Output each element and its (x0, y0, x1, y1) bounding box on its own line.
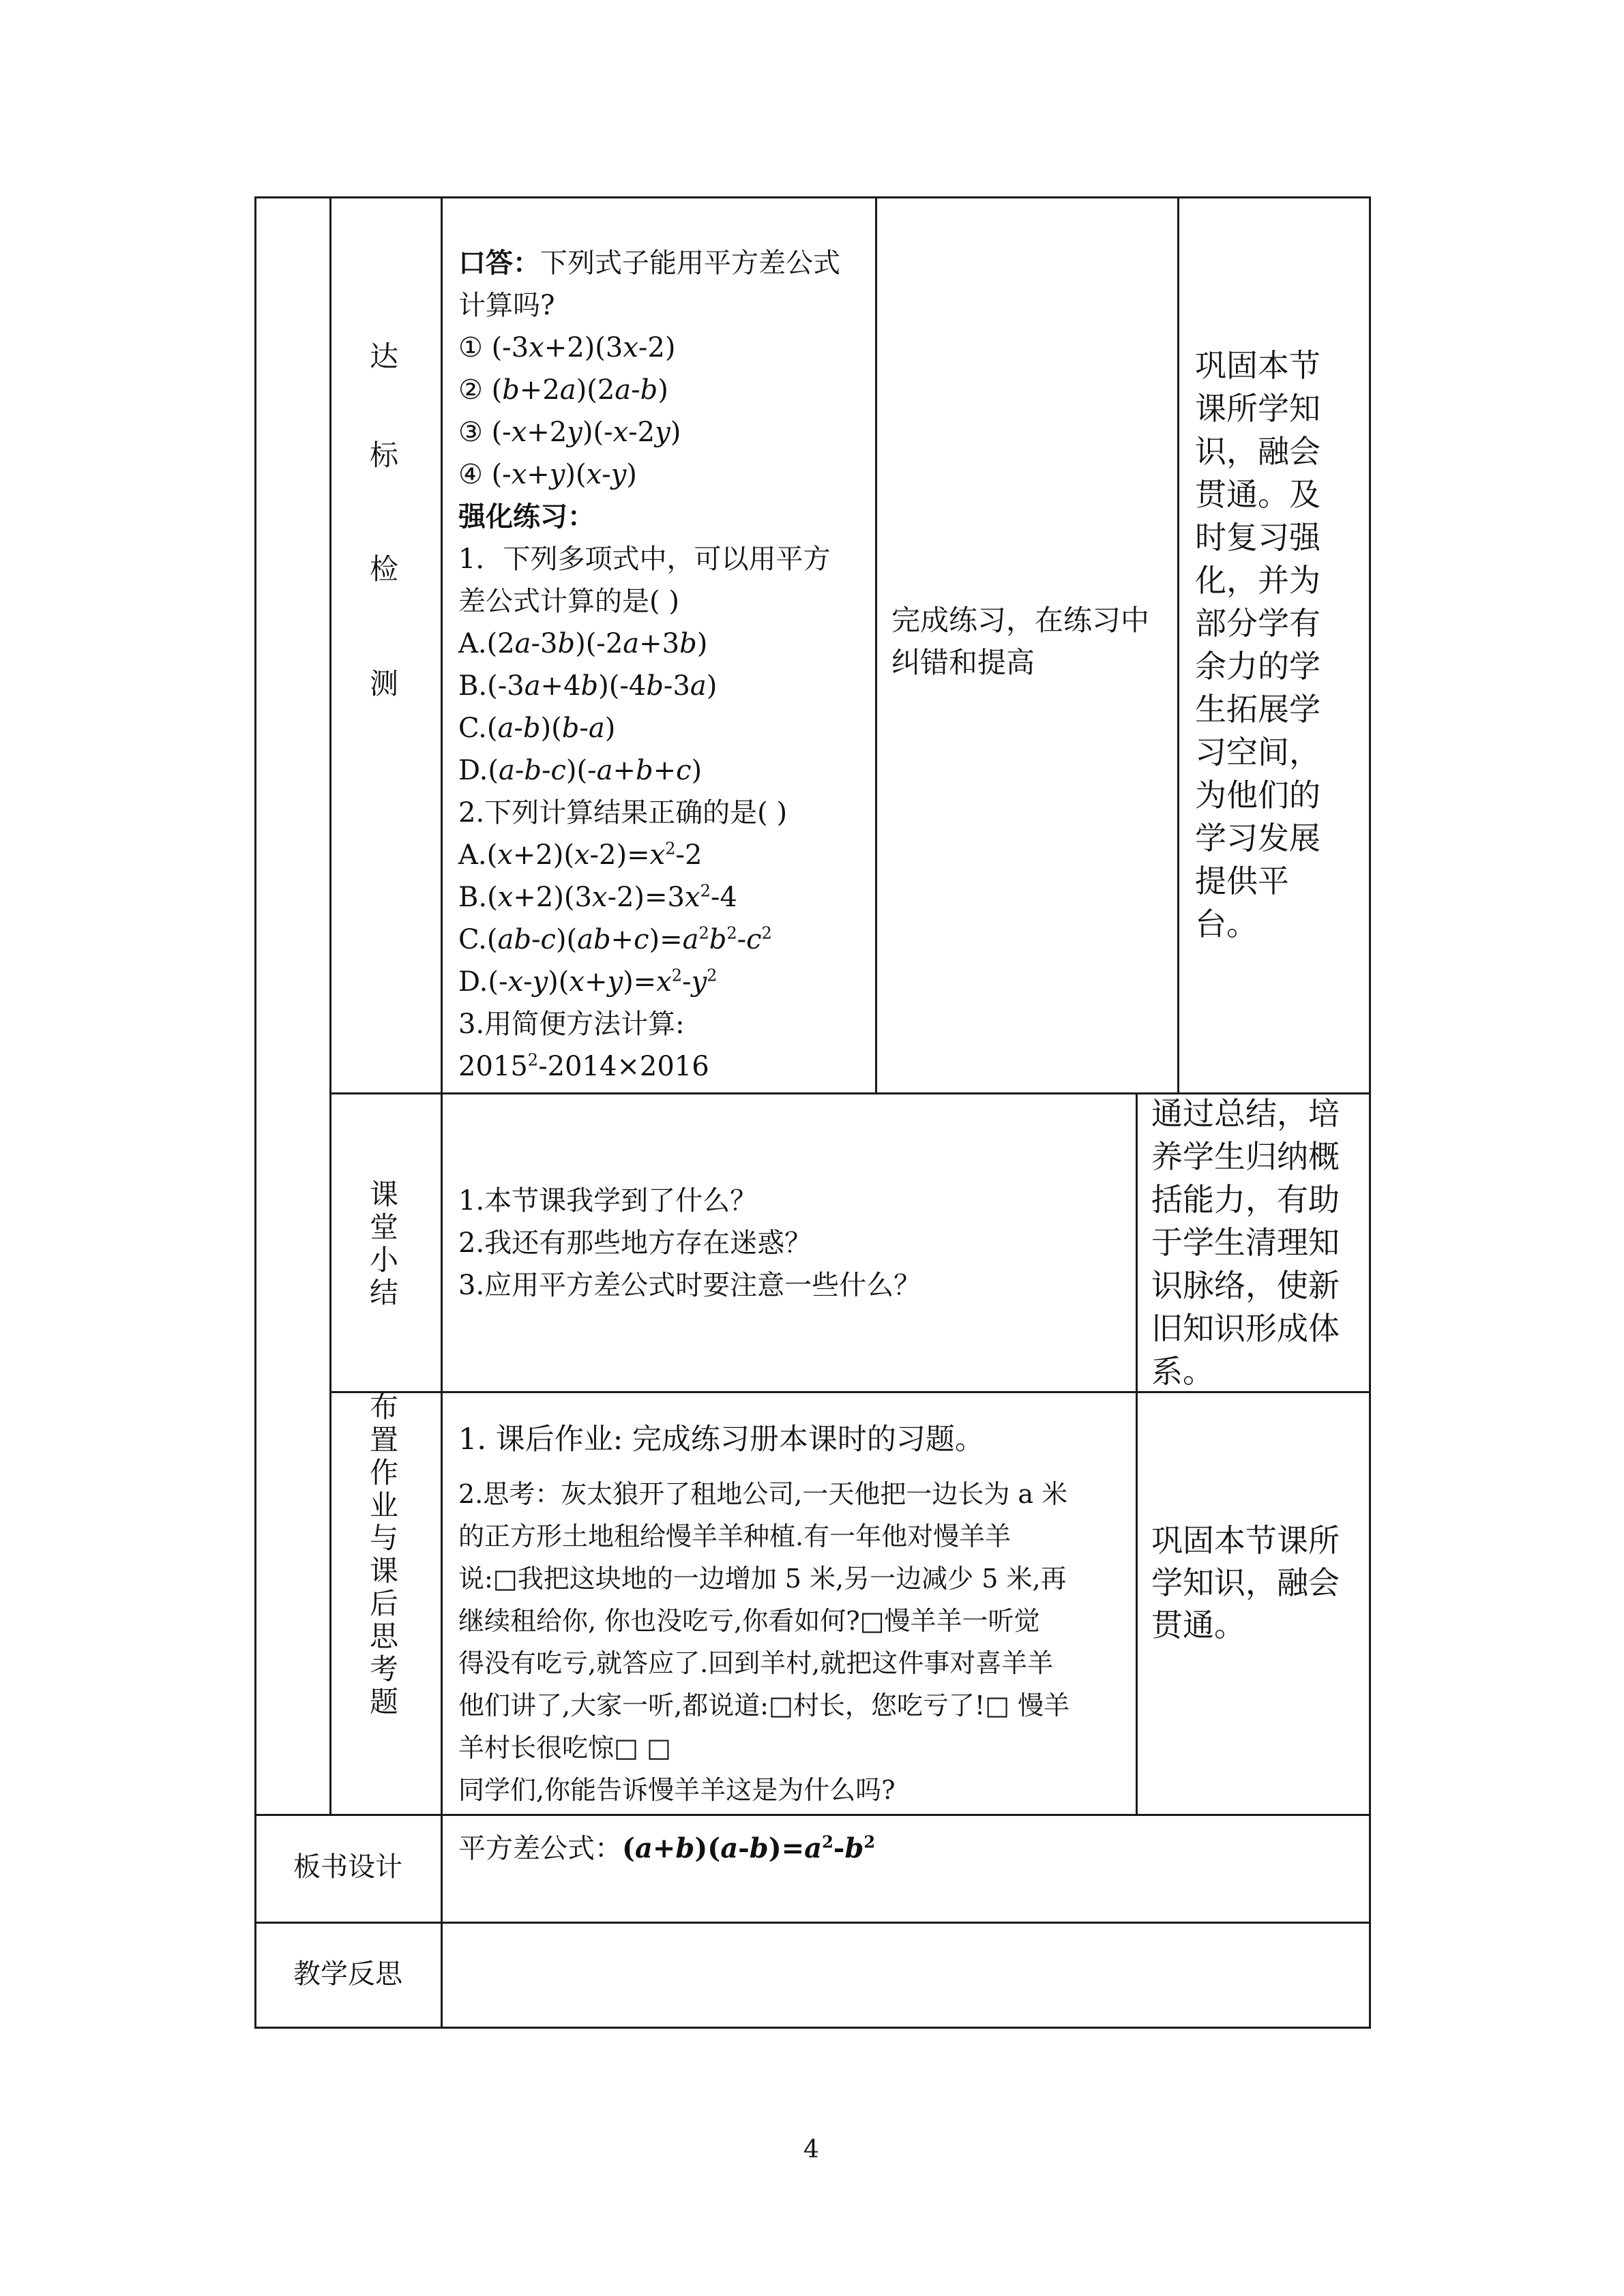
text-fragment: a (514, 628, 531, 659)
text-fragment: ) (706, 670, 718, 702)
text-fragment: b (557, 628, 576, 659)
text-fragment: ③ (- (458, 417, 512, 448)
text-fragment: )( (555, 924, 578, 955)
text-fragment: )(- (582, 417, 613, 448)
text-fragment: c (540, 924, 556, 955)
text-fragment: y (567, 417, 582, 448)
intent-line: 巩固本节 (1195, 347, 1320, 384)
text-fragment: +3 (639, 628, 680, 659)
text-fragment: - (579, 713, 589, 744)
xiaojie-title-char: 课 (369, 1178, 398, 1211)
text-fragment: b (709, 924, 727, 955)
text-fragment: ) (604, 713, 616, 744)
text-fragment: b (635, 755, 653, 786)
intent-line: 习空间， (1195, 734, 1320, 771)
exercise-line (458, 284, 555, 327)
xiaojie-title (367, 1178, 401, 1309)
text-fragment: 2 (761, 923, 772, 943)
think-line: 他们讲了,大家一听,都说道:□村长，您吃亏了!□ 慢羊 (458, 1690, 1070, 1720)
col-divider-outer (329, 196, 331, 1815)
text-fragment: +2 (527, 417, 567, 448)
text-fragment: x (497, 839, 513, 871)
text-fragment: y (610, 459, 627, 490)
text-fragment: D.(- (458, 966, 508, 998)
col-divider-title (441, 196, 443, 2029)
text-fragment: ( (622, 1832, 635, 1864)
text-fragment: 2 (707, 966, 718, 985)
text-fragment: B.(-3 (458, 670, 525, 702)
homework-line: 1. 课后作业: 完成练习册本课时的习题。 (458, 1422, 984, 1457)
exercise-line (458, 369, 668, 411)
intent-line: 学习发展 (1195, 820, 1320, 856)
text-fragment: -4 (710, 882, 737, 913)
think-line: 同学们,你能告诉慢羊羊这是为什么吗? (458, 1775, 896, 1805)
xiaojie-title-char: 结 (369, 1276, 398, 1309)
text-fragment: a (596, 755, 613, 786)
exercise-line (458, 327, 675, 369)
text-fragment: A.(2 (458, 628, 515, 659)
text-fragment: x (685, 882, 700, 913)
exercise-line (458, 665, 717, 707)
text-fragment: B.( (458, 882, 498, 913)
xiaojie-title-char: 小 (369, 1243, 398, 1277)
text-fragment: b (522, 713, 541, 744)
summary-question: 1.本节课我学到了什么？ (458, 1185, 758, 1217)
summary-question: 2.我还有那些地方存在迷惑？ (458, 1227, 812, 1259)
xiaojie-title-char: 堂 (369, 1210, 398, 1244)
text-fragment: )( (540, 713, 562, 744)
text-fragment: x (656, 966, 672, 998)
text-fragment: a (804, 1832, 823, 1864)
activity-line: 完成练习，在练习中 (891, 603, 1150, 637)
text-fragment: a (634, 1832, 653, 1864)
text-fragment: ab (577, 924, 611, 955)
text-fragment: a (498, 755, 515, 786)
text-fragment: ) (658, 374, 668, 406)
text-fragment: ) (691, 755, 703, 786)
text-fragment: - (514, 755, 525, 786)
text-fragment: 2 (726, 923, 737, 943)
table-border-top (254, 196, 1370, 198)
intent-line: 余力的学 (1195, 648, 1320, 685)
text-fragment: +2)( (512, 839, 574, 871)
text-fragment: a (497, 713, 514, 744)
intent-line: 台。 (1195, 906, 1258, 942)
text-fragment: x (591, 882, 608, 913)
think-line: 继续租给你, 你也没吃亏,你看如何?□慢羊羊一听觉 (458, 1606, 1040, 1636)
table-border-bottom (254, 2027, 1370, 2029)
table-border-right (1369, 196, 1371, 2029)
text-fragment: C.( (458, 924, 498, 955)
text-fragment: 3.用简便方法计算: (458, 1009, 685, 1040)
zuoye-title-char: 思 (369, 1620, 398, 1653)
intent-line: 贯通。 (1151, 1607, 1245, 1643)
zuoye-title (367, 1391, 401, 1718)
text-fragment: b (675, 1832, 695, 1864)
zuoye-title-char: 作 (369, 1456, 398, 1489)
text-fragment: b (679, 628, 697, 659)
text-fragment: -2014×2016 (538, 1051, 709, 1082)
exercise-line (458, 453, 637, 496)
zuoye-title-char: 课 (369, 1554, 398, 1587)
intent-line: 识脉络，使新 (1151, 1267, 1340, 1304)
intent-line: 系。 (1151, 1353, 1214, 1390)
text-fragment: 2 (671, 966, 683, 985)
text-fragment: 2015 (458, 1051, 528, 1082)
intent-line: 通过总结，培 (1151, 1095, 1340, 1132)
exercise-line (458, 792, 787, 834)
text-fragment: -3 (663, 670, 690, 702)
exercise-line (458, 749, 702, 792)
text-fragment: y (655, 417, 670, 448)
col-divider-activity (875, 196, 877, 1094)
exercise-line (458, 242, 840, 284)
intent-line: 学知识，融会 (1151, 1564, 1340, 1601)
dabiao-title-char: 达 (369, 340, 398, 373)
think-line: 羊村长很吃惊□ □ (458, 1733, 671, 1763)
text-fragment: )(- (565, 755, 597, 786)
text-fragment: ) (626, 459, 637, 490)
text-fragment: b (561, 713, 580, 744)
text-fragment: )( (694, 1832, 721, 1864)
zuoye-title-char: 考 (369, 1652, 398, 1686)
text-fragment: -3 (531, 628, 558, 659)
text-fragment: - (631, 374, 640, 406)
think-line: 2.思考：灰太狼开了租地公司,一天他把一边长为 a 米 (458, 1479, 1068, 1509)
text-fragment: + (653, 755, 677, 786)
summary-question: 3.应用平方差公式时要注意一些什么？ (458, 1270, 921, 1301)
exercise-line (458, 961, 717, 1003)
text-fragment: 2 (527, 1050, 539, 1070)
intent-line: 旧知识形成体 (1151, 1310, 1340, 1347)
activity-line: 纠错和提高 (891, 646, 1035, 679)
intent-line: 巩固本节课所 (1151, 1522, 1340, 1559)
text-fragment: x (623, 332, 638, 363)
text-fragment: )= (768, 1832, 805, 1864)
text-fragment: -2 (675, 839, 703, 871)
text-fragment: c (634, 924, 649, 955)
row-divider-banshu-fansi (254, 1922, 1370, 1924)
text-fragment: - (738, 1832, 750, 1864)
text-fragment: ④ (- (458, 459, 512, 490)
text-fragment: )= (649, 924, 683, 955)
text-fragment: b (646, 670, 664, 702)
text-fragment: ② ( (458, 374, 503, 406)
text-fragment: a (588, 713, 605, 744)
banshu-prefix: 平方差公式： (458, 1833, 622, 1864)
text-fragment: + (527, 459, 550, 490)
text-fragment: + (652, 1832, 676, 1864)
text-fragment: 2 (700, 881, 711, 901)
fansi-label: 教学反思 (293, 1958, 402, 1990)
text-fragment: x (529, 332, 544, 363)
text-fragment: c (676, 755, 692, 786)
text-fragment: 强化练习： (458, 501, 595, 533)
text-fragment: 计算吗? (458, 290, 555, 321)
text-fragment: )( (548, 966, 570, 998)
intent-line: 课所学知 (1195, 390, 1320, 427)
col-divider-intent-lower (1136, 1092, 1138, 1815)
intent-line: 括能力，有助 (1151, 1181, 1340, 1218)
text-fragment: x (586, 459, 602, 490)
text-fragment: a (615, 374, 632, 406)
think-line: 得没有吃亏,就答应了.回到羊村,就把这件事对喜羊羊 (458, 1648, 1054, 1678)
exercise-line (458, 1003, 685, 1045)
text-fragment: x (507, 966, 524, 998)
text-fragment: a (690, 670, 707, 702)
text-fragment: a (623, 628, 640, 659)
row-divider-xiaojie-zuoye (329, 1391, 1370, 1393)
text-fragment: b (844, 1832, 864, 1864)
text-fragment: - (833, 1832, 845, 1864)
banshu-formula (458, 1828, 875, 1870)
text-fragment: -2)=3 (607, 882, 685, 913)
text-fragment: c (550, 755, 566, 786)
exercise-line (458, 496, 595, 538)
text-fragment: b (640, 374, 658, 406)
text-fragment: - (523, 966, 533, 998)
text-fragment: ) (696, 628, 708, 659)
intent-line: 贯通。及 (1195, 476, 1320, 513)
text-fragment: + (610, 924, 634, 955)
text-fragment: +2 (519, 374, 560, 406)
text-fragment: 下列式子能用平方差公式 (540, 248, 840, 279)
table-border-left (254, 196, 256, 2029)
text-fragment: b (524, 755, 542, 786)
text-fragment: x (511, 459, 527, 490)
text-fragment: 差公式计算的是( ) (458, 586, 679, 617)
text-fragment: a (720, 1832, 739, 1864)
text-fragment: - (514, 713, 523, 744)
col-divider-intent-top (1177, 196, 1179, 1094)
text-fragment: 2 (698, 923, 709, 943)
text-fragment: )(-4 (598, 670, 647, 702)
text-fragment: )(-2 (575, 628, 623, 659)
intent-line: 提供平 (1195, 863, 1289, 899)
text-fragment: C.( (458, 713, 498, 744)
exercise-line (458, 876, 737, 919)
text-fragment: b (502, 374, 520, 406)
text-fragment: 2.下列计算结果正确的是( ) (458, 797, 788, 829)
intent-line: 于学生清理知 (1151, 1224, 1340, 1261)
exercise-line (458, 411, 681, 453)
zuoye-title-char: 与 (369, 1521, 398, 1555)
exercise-line (458, 580, 679, 623)
text-fragment: -2) (638, 332, 676, 363)
text-fragment: -2)= (589, 839, 650, 871)
text-fragment: y (532, 966, 548, 998)
text-fragment: +4 (540, 670, 581, 702)
text-fragment: 2 (863, 1832, 876, 1852)
text-fragment: - (602, 459, 611, 490)
text-fragment: y (691, 966, 707, 998)
text-fragment: + (612, 755, 636, 786)
zuoye-title-char: 置 (369, 1423, 398, 1457)
text-fragment: 口答： (458, 247, 540, 279)
text-fragment: )(2 (576, 374, 615, 406)
text-fragment: b (580, 670, 599, 702)
zuoye-title-char: 题 (369, 1685, 398, 1718)
text-fragment: a (524, 670, 541, 702)
text-fragment: 2 (665, 839, 676, 859)
exercise-line (458, 919, 772, 961)
exercise-line (458, 1045, 709, 1088)
intent-line: 部分学有 (1195, 605, 1320, 642)
text-fragment: 1．下列多项式中，可以用平方 (458, 543, 831, 575)
dabiao-title-char: 标 (369, 438, 398, 472)
text-fragment: A.( (458, 839, 498, 871)
exercise-line (458, 834, 702, 876)
text-fragment: x (612, 417, 629, 448)
text-fragment: ) (670, 417, 681, 448)
text-fragment: - (541, 755, 551, 786)
row-divider-zuoye-banshu (254, 1814, 1370, 1816)
text-fragment: - (682, 966, 692, 998)
text-fragment: - (737, 924, 747, 955)
intent-line: 识，融会 (1195, 433, 1320, 470)
text-fragment: x (649, 839, 666, 871)
exercise-line (458, 623, 707, 665)
text-fragment: y (607, 966, 623, 998)
text-fragment: D.( (458, 755, 499, 786)
exercise-line (458, 707, 615, 749)
intent-line: 化，并为 (1195, 562, 1320, 599)
think-line: 的正方形土地租给慢羊羊种植.有一年他对慢羊羊 (458, 1521, 1012, 1551)
zuoye-title-char: 后 (369, 1587, 398, 1620)
text-fragment: ab (497, 924, 531, 955)
banshu-label: 板书设计 (293, 1851, 402, 1883)
text-fragment: )= (623, 966, 657, 998)
formula-expression (622, 1833, 875, 1864)
text-fragment: +2)(3 (513, 882, 592, 913)
text-fragment: 2 (822, 1832, 833, 1852)
exercise-line (458, 538, 830, 580)
intent-line: 生拓展学 (1195, 691, 1320, 728)
text-fragment: a (559, 374, 576, 406)
text-fragment: a (682, 924, 699, 955)
dabiao-title-char: 测 (369, 667, 398, 700)
think-line: 说:□我把这块地的一边增加 5 米,另一边减少 5 米,再 (458, 1564, 1067, 1594)
text-fragment: x (497, 882, 514, 913)
text-fragment: x (511, 417, 527, 448)
intent-line: 养学生归纳概 (1151, 1138, 1340, 1175)
intent-line: 时复习强 (1195, 519, 1320, 556)
text-fragment: ① (-3 (458, 332, 529, 363)
text-fragment: )( (565, 459, 587, 490)
text-fragment: b (749, 1832, 769, 1864)
dabiao-title-char: 检 (369, 552, 398, 586)
text-fragment: c (746, 924, 762, 955)
intent-line: 为他们的 (1195, 777, 1320, 814)
zuoye-title-char: 布 (369, 1390, 398, 1424)
text-fragment: -2 (628, 417, 655, 448)
text-fragment: + (584, 966, 608, 998)
text-fragment: +2)(3 (544, 332, 623, 363)
page-number: 4 (803, 2136, 819, 2164)
text-fragment: - (531, 924, 541, 955)
text-fragment: x (574, 839, 590, 871)
text-fragment: y (549, 459, 565, 490)
zuoye-title-char: 业 (369, 1489, 398, 1522)
text-fragment: x (569, 966, 585, 998)
